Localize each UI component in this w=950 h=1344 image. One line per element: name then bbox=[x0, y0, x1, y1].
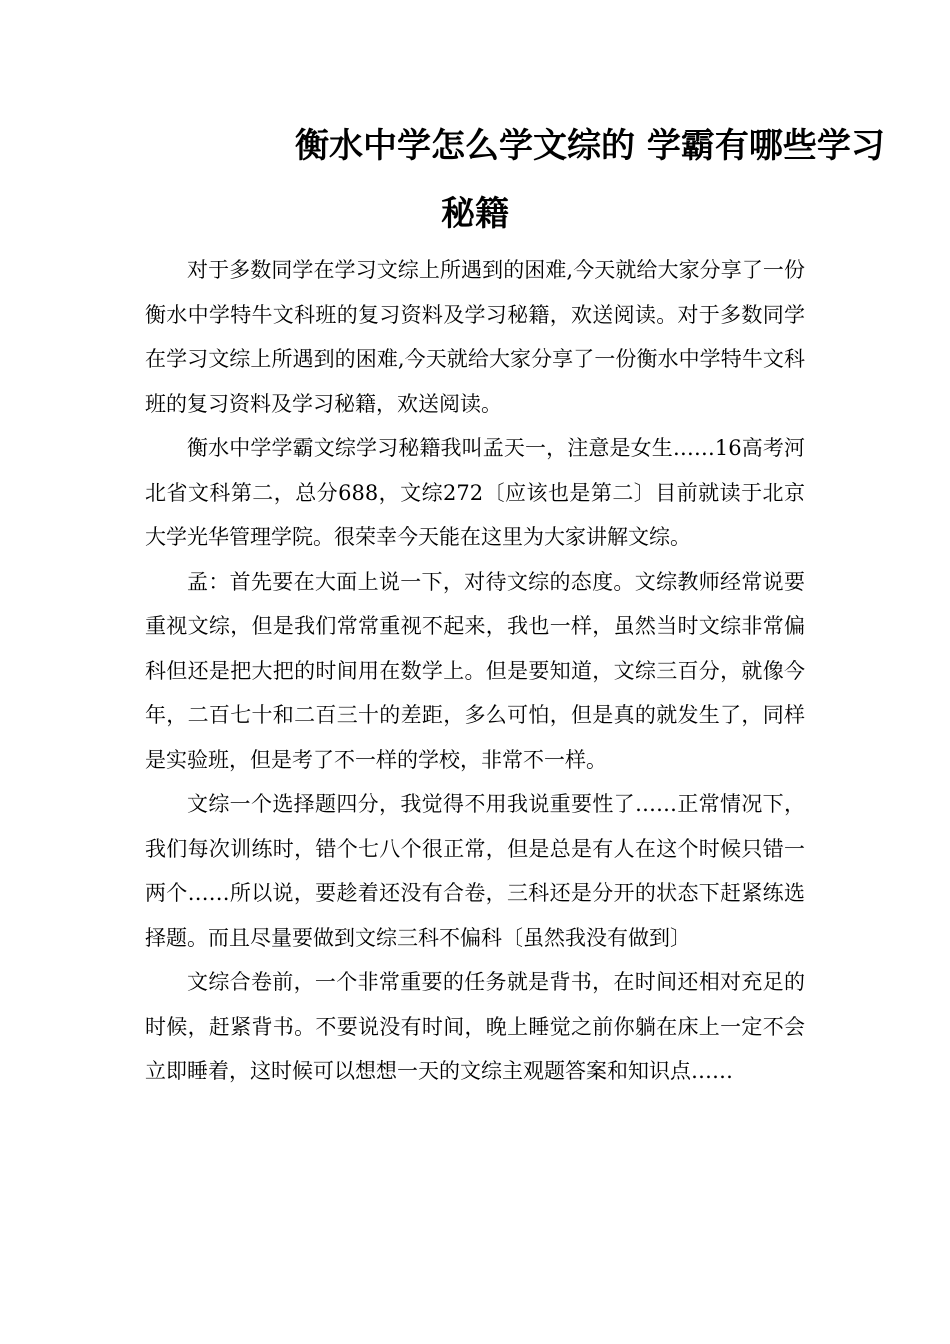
paragraph-multiple-choice: 文综一个选择题四分，我觉得不用我说重要性了……正常情况下，我们每次训练时，错个七八个很正常，但是总是有人在这个时候只错一两个……所以说，要趁着还没有合卷，三科还是分开的状态下赶紧练选择题。而且尽量要做到文综三科不偏科〔虽然我没有做到〕 bbox=[145, 792, 805, 950]
title-line-1: 衡水中学怎么学文综的 学霸有哪些学习 bbox=[295, 126, 885, 166]
document-title bbox=[145, 112, 885, 248]
paragraph-memorization: 文综合卷前，一个非常重要的任务就是背书，在时间还相对充足的时候，赶紧背书。不要说没有时间，晚上睡觉之前你躺在床上一定不会立即睡着，这时候可以想想一天的文综主观题答案和知识点…… bbox=[145, 970, 805, 1083]
paragraph-introduction-of-student: 衡水中学学霸文综学习秘籍我叫孟天一，注意是女生……16高考河北省文科第二，总分688，文综272〔应该也是第二〕目前就读于北京大学光华管理学院。很荣幸今天能在这里为大家讲解文综。 bbox=[145, 436, 805, 549]
paragraph-attitude: 孟：首先要在大面上说一下，对待文综的态度。文综教师经常说要重视文综，但是我们常常重视不起来，我也一样，虽然当时文综非常偏科但还是把大把的时间用在数学上。但是要知道，文综三百分，就像今年，二百七十和二百三十的差距，多么可怕，但是真的就发生了，同样是实验班，但是考了不一样的学校，非常不一样。 bbox=[145, 569, 805, 772]
paragraph-intro: 对于多数同学在学习文综上所遇到的困难,今天就给大家分享了一份衡水中学特牛文科班的复习资料及学习秘籍，欢送阅读。对于多数同学在学习文综上所遇到的困难,今天就给大家分享了一份衡水中学特牛文科班的复习资料及学习秘籍，欢送阅读。 bbox=[145, 258, 805, 416]
title-line-2: 秘籍 bbox=[441, 194, 509, 234]
document-body bbox=[145, 248, 805, 1094]
